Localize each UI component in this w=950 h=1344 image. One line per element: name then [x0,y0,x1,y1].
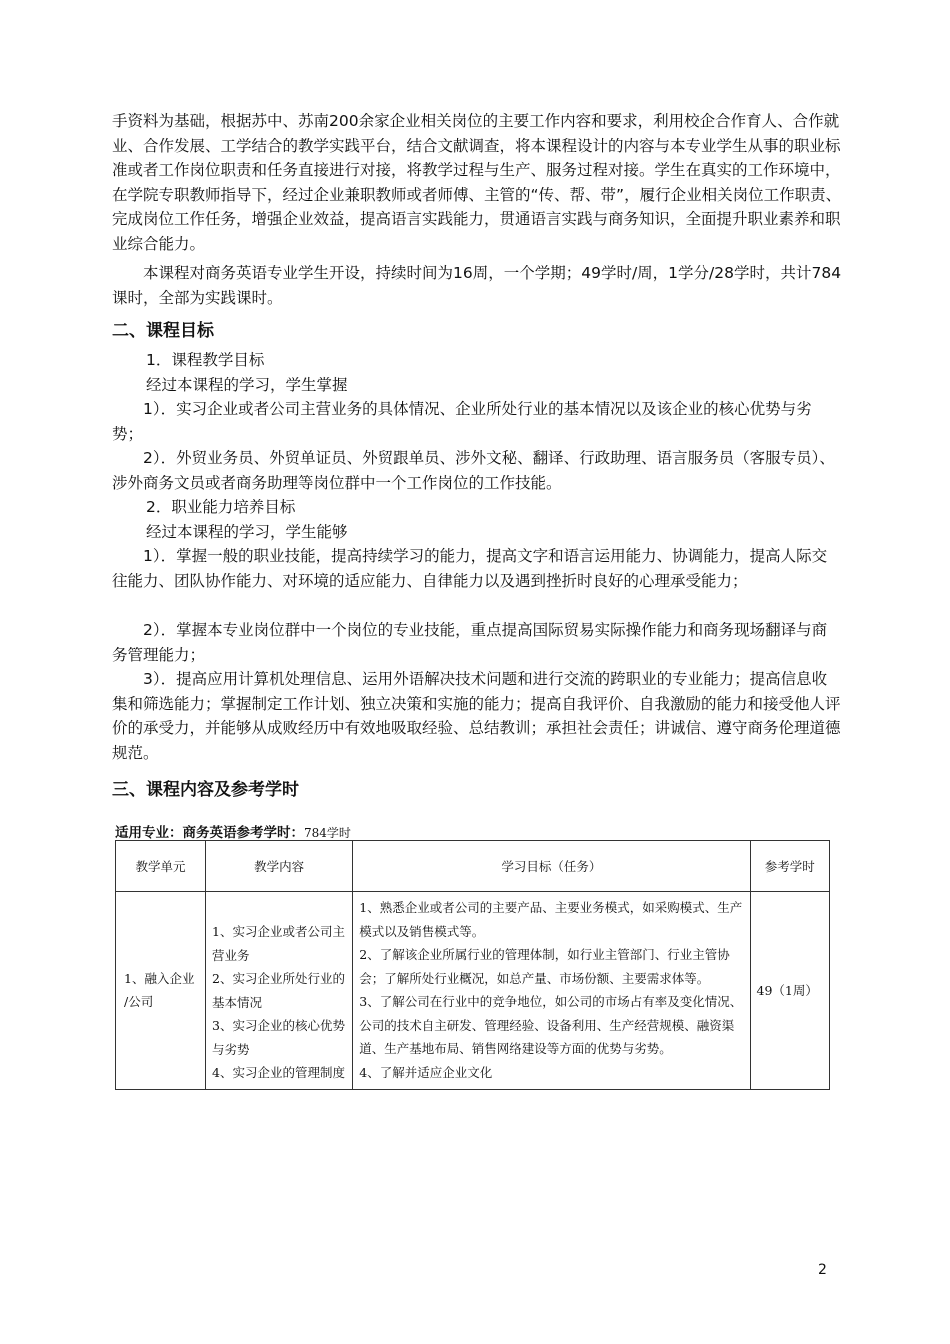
objective-item-2-3: 3）．提高应用计算机处理信息、运用外语解决技术问题和进行交流的跨职业的专业能力；提高信息收集和筛选能力；掌握制定工作计划、独立决策和实施的能力；提高自我评价、自我激励的能力和接受他人评价的承受力，并能够从成败经历中有效地吸取经验、总结教训；承担社会责任；讲诚信、遵守商务伦理道德规范。 [112,670,841,762]
objective-item-2-2: 2）．掌握本专业岗位群中一个岗位的专业技能，重点提高国际贸易实际操作能力和商务现场翻译与商务管理能力； [112,621,828,664]
cell-goals [353,892,750,1090]
table-header-row [116,841,830,892]
table-caption-label: 适用专业：商务英语参考学时： [115,825,304,841]
goal-item-1: 1、熟悉企业或者公司的主要产品、主要业务模式，如采购模式、生产模式以及销售模式等。 [359,900,743,939]
course-content-table [115,840,830,1090]
cell-content [206,892,353,1090]
table-caption-hours: 784学时 [304,826,351,840]
section-heading-objectives: 二、课程目标 [112,321,214,341]
intro-paragraph-2: 本课程对商务英语专业学生开设，持续时间为16周，一个学期；49学时/周，1学分/28学时，共计784课时，全部为实践课时。 [112,264,842,307]
table-caption [115,821,351,841]
subheading-teaching-objectives: 1．课程教学目标 [146,351,265,369]
content-item-3: 3、实习企业的核心优势与劣势 [212,1018,345,1057]
header-content: 教学内容 [206,841,353,892]
objective-item-1-2: 2）．外贸业务员、外贸单证员、外贸跟单员、涉外文秘、翻译、行政助理、语言服务员（客服专员）、涉外商务文员或者商务助理等岗位群中一个工作岗位的工作技能。 [112,449,835,492]
unit-line-2: /公司 [124,994,154,1010]
goal-item-4: 4、了解并适应企业文化 [359,1064,493,1080]
lead-text-2: 经过本课程的学习，学生能够 [146,523,348,541]
content-item-2: 2、实习企业所处行业的基本情况 [212,971,345,1010]
cell-unit [116,892,206,1090]
header-unit: 教学单元 [116,841,206,892]
objective-item-2-1: 1）．掌握一般的职业技能，提高持续学习的能力，提高文字和语言运用能力、协调能力，提高人际交往能力、团队协作能力、对环境的适应能力、自律能力以及遇到挫折时良好的心理承受能力； [112,547,828,590]
lead-text-1: 经过本课程的学习，学生掌握 [146,376,348,394]
header-hours: 参考学时 [750,841,829,892]
page-number: 2 [818,1262,827,1278]
objective-item-1-1: 1）．实习企业或者公司主营业务的具体情况、企业所处行业的基本情况以及该企业的核心优势与劣势； [112,400,812,443]
content-item-4: 4、实习企业的管理制度 [212,1065,345,1080]
goal-item-2: 2、了解该企业所属行业的管理体制，如行业主管部门、行业主管协会；了解所处行业概况，如总产量、市场份额、主要需求体等。 [359,947,730,986]
content-item-1: 1、实习企业或者公司主营业务 [212,924,345,963]
intro-paragraph-1: 手资料为基础，根据苏中、苏南200余家企业相关岗位的主要工作内容和要求，利用校企合作育人、合作就业、合作发展、工学结合的教学实践平台，结合文献调查，将本课程设计的内容与本专业学生从事的职业标准或者工作岗位职责和任务直接进行对接，将教学过程与生产、服务过程对接。学生在真实的工作环境中，在学院专职教师指导下，经过企业兼职教师或者师傅、主管的“传、帮、带”，履行企业相关岗位工作职责、完成岗位工作任务，增强企业效益，提高语言实践能力，贯通语言实践与商务知识，全面提升职业素养和职业综合能力。 [112,112,842,253]
unit-line-1: 1、融入企业 [124,970,195,986]
table-row [116,892,830,1090]
goal-item-3: 3、了解公司在行业中的竞争地位，如公司的市场占有率及变化情况、公司的技术自主研发、管理经验、设备利用、生产经营规模、融资渠道、生产基地布局、销售网络建设等方面的优势与劣势。 [359,994,743,1056]
cell-hours: 49（1周） [750,892,829,1090]
section-heading-content: 三、课程内容及参考学时 [112,780,299,800]
header-goals: 学习目标（任务） [353,841,750,892]
subheading-ability-objectives: 2．职业能力培养目标 [146,498,296,516]
